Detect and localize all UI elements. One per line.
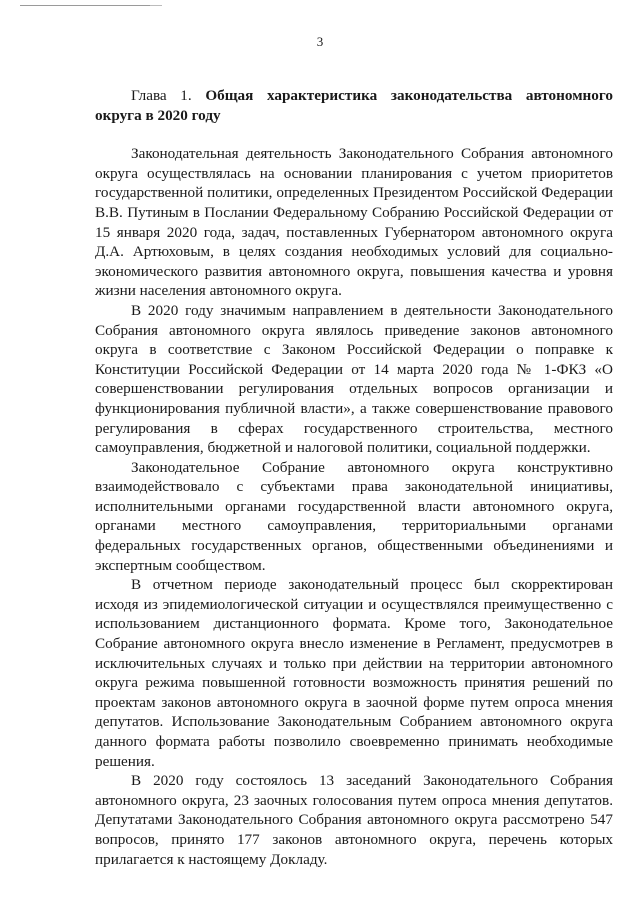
scan-edge-line <box>20 5 150 6</box>
chapter-heading <box>95 86 613 125</box>
chapter-title: Общая характеристика законодательства автономного округа в 2020 году <box>95 87 614 124</box>
paragraph-1: Законодательная деятельность Законодательного Собрания автономного округа осуществлялась на основании планирования с учетом приоритетов государственной политики, определенных Президентом Российской Федерации В.В. Путиным в Послании Федеральному Собранию Российской Федерации от 15 января 2020 года, задач, поставленных Губернатором автономного округа Д.А. Артюховым, в целях создания необходимых условий для социально-экономического развития автономного округа, повышения качества и уровня жизни населения автономного округа. <box>95 145 613 300</box>
page-number: 3 <box>316 34 324 49</box>
document-body <box>95 86 613 869</box>
paragraph-2: В 2020 году значимым направлением в деятельности Законодательного Собрания автономного округа являлось приведение законов автономного округа в соответствие с Законом Российской Федерации о поправке к Конституции Российской Федерации от 14 марта 2020 года № 1-ФКЗ «О совершенствовании регулирования отдельных вопросов организации и функционирования публичной власти», а также совершенствование правового регулирования в сферах государственного строительства, местного самоуправления, бюджетной и налоговой политики, социальной поддержки. <box>95 301 613 457</box>
paragraph-4: В отчетном периоде законодательный процесс был скорректирован исходя из эпидемиологической ситуации и осуществлялся преимущественно с использованием дистанционного формата. Кроме того, Законодательное Собрание автономного округа внесло изменение в Регламент, предусмотрев в исключительных случаях и только при действии на территории автономного округа режима повышенной готовности возможность принятия решений по проектам законов автономного округа в заочной форме путем опроса мнения депутатов. Использование Законодательным Собранием автономного округа данного формата работы позволило своевременно принимать необходимые решения. <box>95 576 613 770</box>
chapter-label: Глава 1. <box>131 87 192 104</box>
scan-edge-line-fragment <box>150 5 162 6</box>
paragraph-3: Законодательное Собрание автономного округа конструктивно взаимодействовало с субъектами права законодательной инициативы, исполнительными органами государственной власти автономного округа, органами местного самоуправления, территориальными органами федеральных государственных органов, общественными объединениями и экспертным сообществом. <box>95 458 613 574</box>
paragraph-5: В 2020 году состоялось 13 заседаний Законодательного Собрания автономного округа, 23 заочных голосования путем опроса мнения депутатов. Депутатами Законодательного Собрания автономного округа рассмотрено 547 вопросов, принято 177 законов автономного округа, перечень которых прилагается к настоящему Докладу. <box>95 772 613 868</box>
